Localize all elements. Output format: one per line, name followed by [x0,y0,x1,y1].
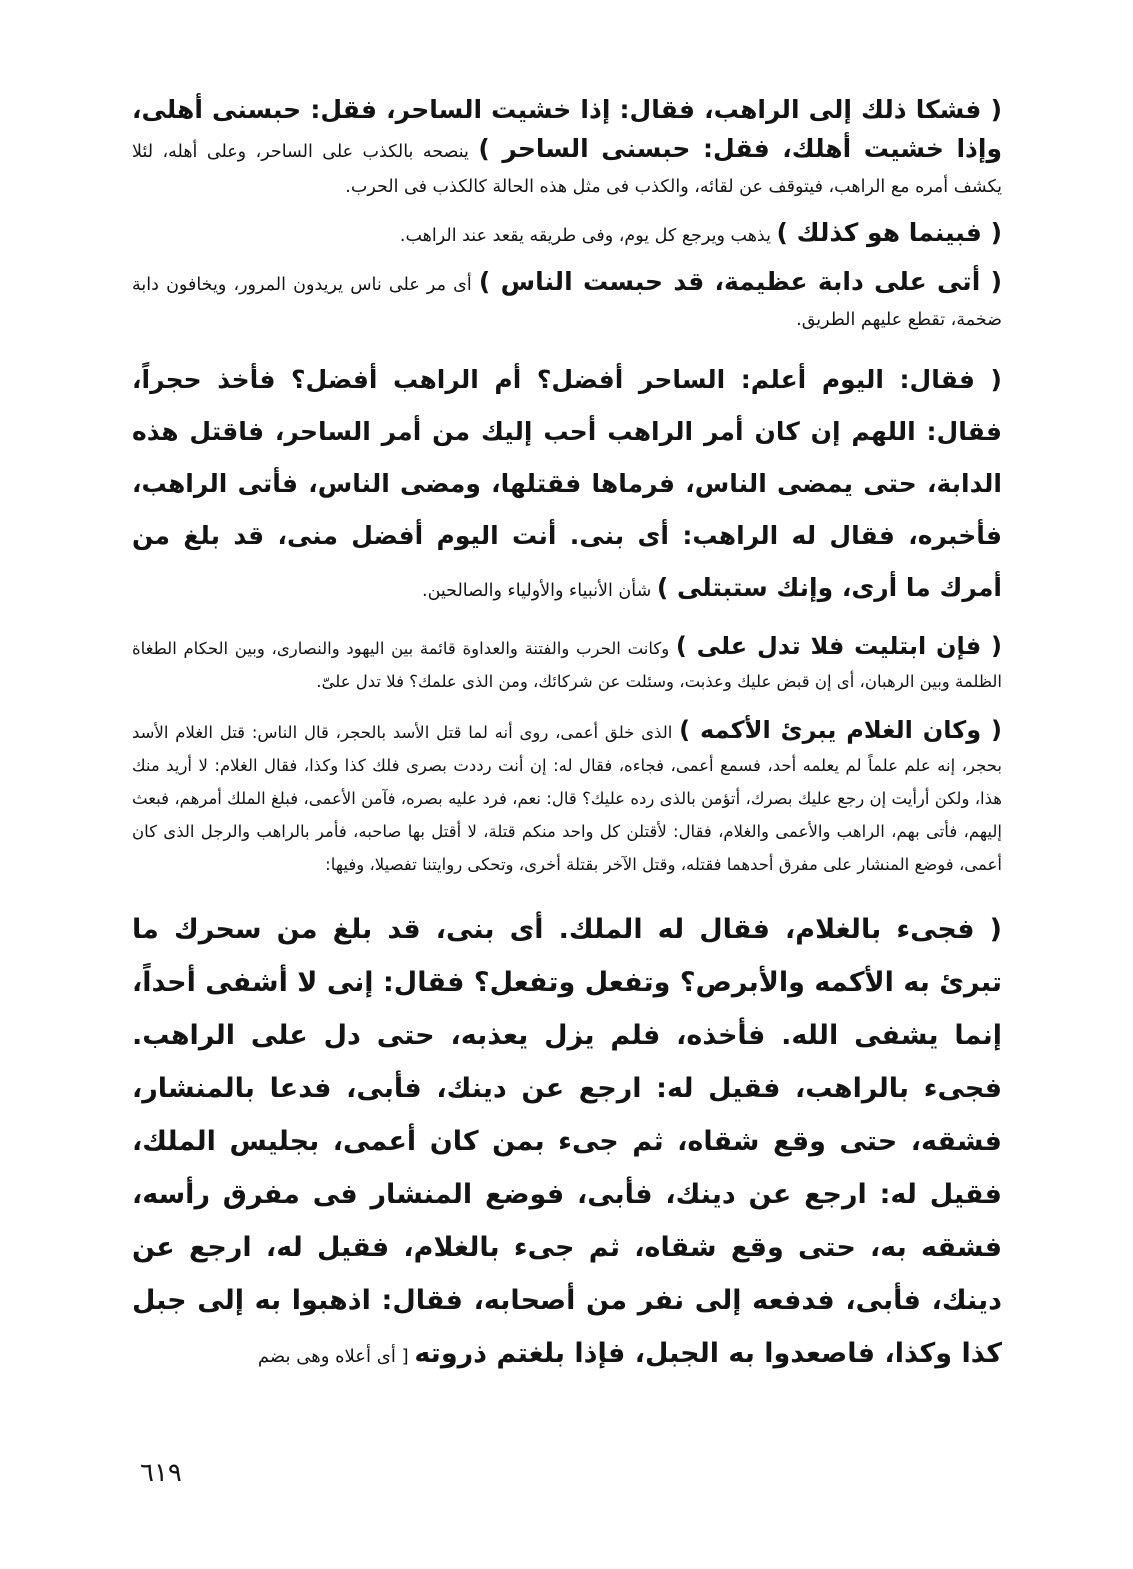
commentary-text: أى مر على ناس يريدون المرور، ويخافون دابة ضخمة، تقطع عليهم الطريق. [132,275,1002,330]
commentary-text: الذى خلق أعمى، روى أنه لما قتل الأسد بالحجر، قال الناس: قتل الغلام الأسد بحجر، إنه علم علماً لم يعلمه أحد، فسمع أعمى، فجاءه، فقال له: إن أنت رددت بصرى فلك كذا وكذا، فقال الغلام: لا أريد منك هذا، ولكن أرأيت إن رجع عليك بصرك، أتؤمن بالذى رده عليك؟ قال: نعم، فرد عليه بصره، فآمن الأعمى، فبلغ الملك أمرهم، فبعث إليهم، فأتى بهم، الراهب والأعمى والغلام، فقال: لأقتلن كل واحد منكم قتلة، لا أقتل بها صاحبه، فأمر بالراهب والرجل الذى كان أعمى، فوضع المنشار على مفرق أحدهما فقتله، وقتل الآخر بقتلة أخرى، وتحكى روايتنا تفصيلا، وفيها: [132,723,1002,874]
commentary-text: ينصحه بالكذب على الساحر، وعلى أهله، لئلا يكشف أمره مع الراهب، فيتوقف عن لقائه، والكذب فى مثل هذه الحالة كالكذب فى الحرب. [132,142,1002,197]
hadith-quote: ( فبينما هو كذلك ) [776,218,1002,247]
commentary-text: وكانت الحرب والفتنة والعداوة قائمة بين اليهود والنصارى، وبين الحكام الطغاة الظلمة وبين الرهبان، أى إن قبض عليك وعذبت، وسئلت عن شركائك، ومن الذى علمك؟ فلا تدل علىّ. [132,639,1002,691]
hadith-quote: ( فجىء بالغلام، فقال له الملك. أى بنى، قد بلغ من سحرك ما تبرئ به الأكمه والأبرص؟ وتفعل وتفعل؟ فقال: إنى لا أشفى أحداً، إنما يشفى الله. فأخذه، فلم يزل يعذبه، حتى دل على الراهب. فجىء بالراهب، فقيل له: ارجع عن دينك، فأبى، فدعا بالمنشار، فشقه، حتى وقع شقاه، ثم جىء بمن كان أعمى، بجليس الملك، فقيل له: ارجع عن دينك، فأبى، فوضع المنشار فى مفرق رأسه، فشقه به، حتى وقع شقاه، ثم جىء بالغلام، فقيل له، ارجع عن دينك، فأبى، فدفعه إلى نفر من أصحابه، فقال: اذهبوا به إلى جبل كذا وكذا، فاصعدوا به الجبل، فإذا بلغتم ذروته [132,914,1002,1369]
hadith-quote: ( أتى على دابة عظيمة، قد حبست الناس ) [478,267,1003,296]
page-number: ٦١٩ [140,1458,182,1488]
commentary-text: شأن الأنبياء والأولياء والصالحين. [422,581,657,601]
paragraph-6 [132,714,1002,881]
page-body [132,92,1002,1383]
paragraph-2 [132,215,1002,254]
paragraph-4 [132,354,1002,614]
hadith-quote: ( فإن ابتليت فلا تدل على ) [675,632,1002,660]
paragraph-5 [132,630,1002,698]
paragraph-7 [132,903,1002,1383]
paragraph-1 [132,92,1002,205]
commentary-text: [ أى أعلاه وهى بضم [257,1346,415,1367]
hadith-quote: ( وكان الغلام يبرئ الأكمه ) [679,716,1002,744]
commentary-text: يذهب ويرجع كل يوم، وفى طريقه يقعد عند الراهب. [399,226,777,246]
hadith-quote: ( فقال: اليوم أعلم: الساحر أفضل؟ أم الراهب أفضل؟ فأخذ حجراً، فقال: اللهم إن كان أمر الراهب أحب إليك من أمر الساحر، فاقتل هذه الدابة، حتى يمضى الناس، فرماها فقتلها، ومضى الناس، فأتى الراهب، فأخبره، فقال له الراهب: أى بنى. أنت اليوم أفضل منى، قد بلغ من أمرك ما أرى، وإنك ستبتلى ) [132,365,1002,602]
paragraph-3 [132,264,1002,338]
hadith-quote: ( فشكا ذلك إلى الراهب، فقال: إذا خشيت الساحر، فقل: حبسنى أهلى، وإذا خشيت أهلك، فقل: حبسنى الساحر ) [132,95,1002,163]
